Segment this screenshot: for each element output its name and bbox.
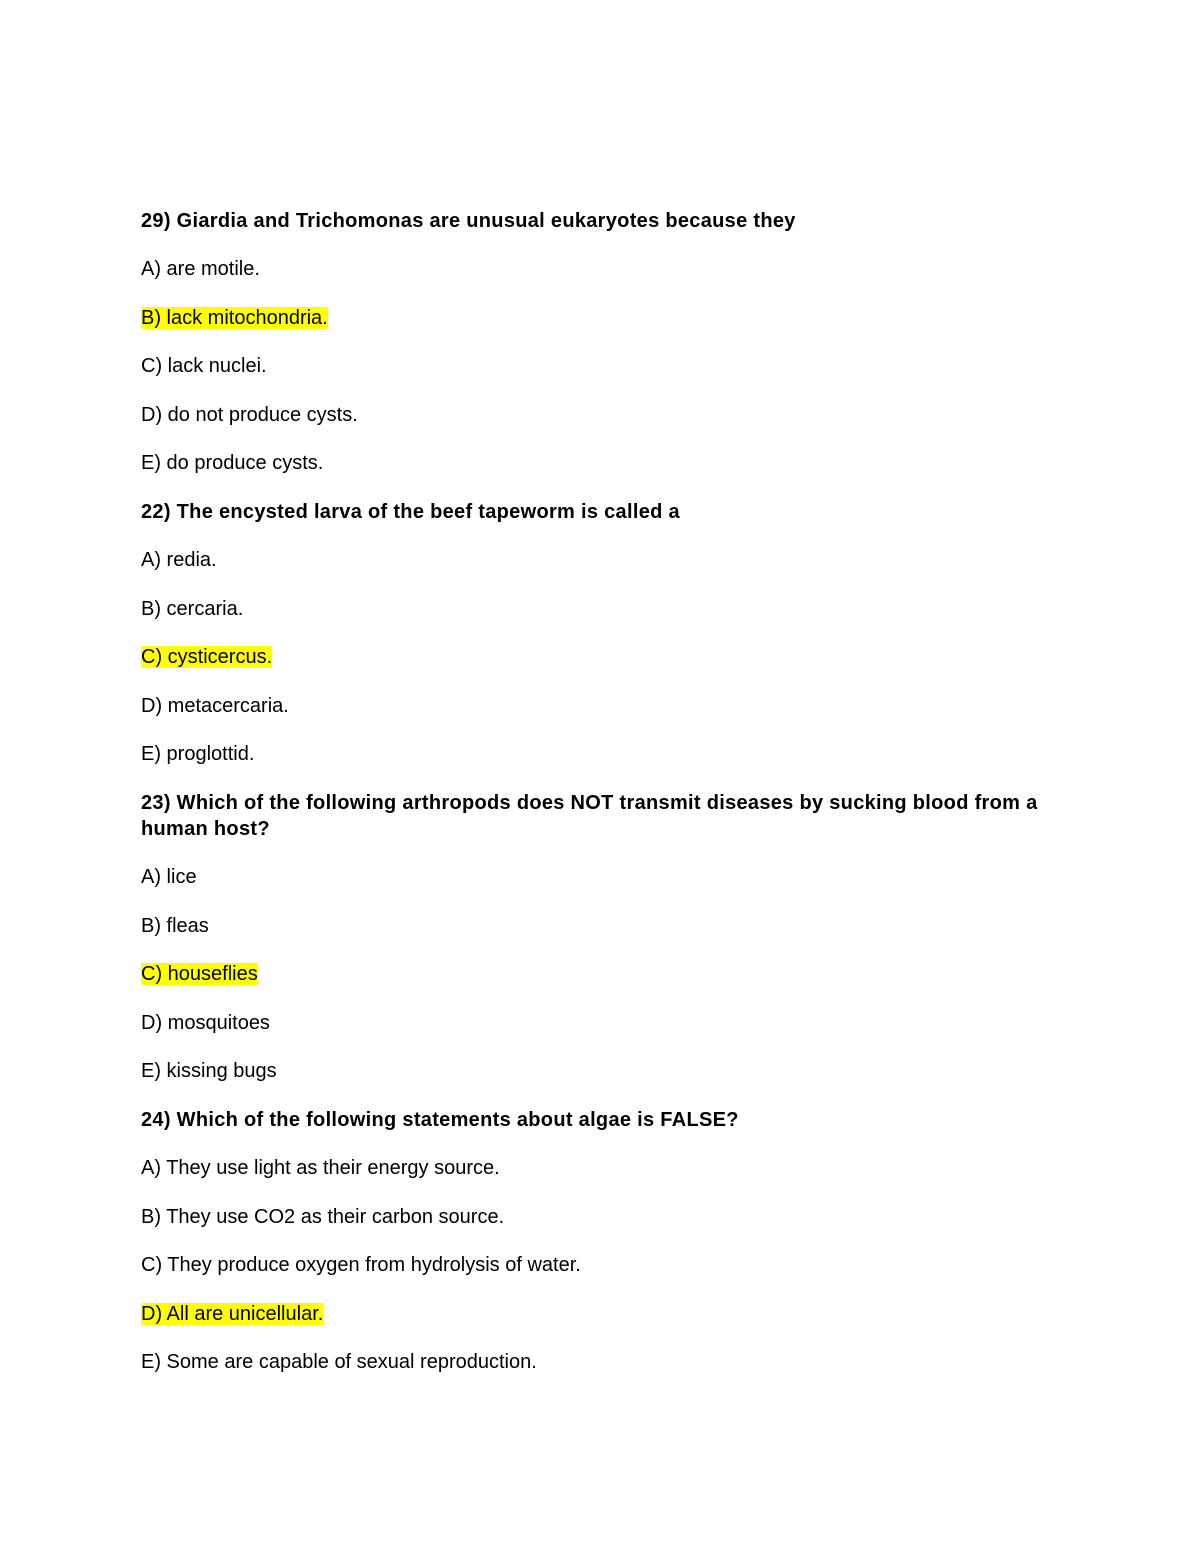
answer-option-text: B) They use CO2 as their carbon source.: [141, 1205, 505, 1228]
answer-option: [141, 1155, 1041, 1181]
answer-option: [141, 1252, 1041, 1278]
answer-option-text: B) fleas: [141, 914, 209, 937]
question-text: 23) Which of the following arthropods does NOT transmit diseases by sucking blood from a human host?: [141, 792, 1038, 840]
answer-option-text: D) metacercaria.: [141, 694, 289, 717]
answer-option: [141, 353, 1041, 379]
answer-option: [141, 1349, 1041, 1375]
answer-option-text: E) proglottid.: [141, 743, 255, 765]
answer-option-text: D) All are unicellular.: [141, 1302, 324, 1325]
answer-option-text: A) They use light as their energy source.: [141, 1157, 500, 1179]
answer-option: [141, 913, 1041, 939]
answer-option: [141, 1010, 1041, 1036]
answer-option-text: E) do produce cysts.: [141, 452, 324, 474]
answer-option: [141, 450, 1041, 476]
answer-option-correct: [141, 1301, 1041, 1327]
answer-option: [141, 402, 1041, 428]
question-block: [141, 208, 1041, 476]
document-page: [141, 208, 1041, 1375]
answer-option-text: A) lice: [141, 866, 197, 888]
answer-option-text: E) Some are capable of sexual reproduction.: [141, 1351, 537, 1373]
answer-option-text: C) They produce oxygen from hydrolysis of water.: [141, 1254, 581, 1276]
answer-option-text: A) are motile.: [141, 258, 260, 280]
answer-option: [141, 256, 1041, 282]
answer-option-text: E) kissing bugs: [141, 1060, 277, 1082]
question-text: 29) Giardia and Trichomonas are unusual eukaryotes because they: [141, 210, 796, 232]
question-block: [141, 790, 1041, 1084]
answer-option: [141, 596, 1041, 622]
answer-option-text: B) cercaria.: [141, 597, 244, 620]
answer-option-text: C) lack nuclei.: [141, 355, 267, 377]
answer-option: [141, 864, 1041, 890]
answer-option-correct: [141, 644, 1041, 670]
answer-option-text: D) do not produce cysts.: [141, 403, 358, 426]
answer-option-text: B) lack mitochondria.: [141, 306, 328, 329]
question-block: [141, 1107, 1041, 1375]
question-text: 22) The encysted larva of the beef tapeworm is called a: [141, 501, 680, 523]
answer-option: [141, 1058, 1041, 1084]
answer-option: [141, 741, 1041, 767]
answer-option: [141, 693, 1041, 719]
answer-option-text: C) houseflies: [141, 963, 258, 985]
answer-option: [141, 547, 1041, 573]
question-text: 24) Which of the following statements about algae is FALSE?: [141, 1109, 739, 1131]
answer-option-correct: [141, 961, 1041, 987]
answer-option: [141, 1204, 1041, 1230]
answer-option-correct: [141, 305, 1041, 331]
answer-option-text: C) cysticercus.: [141, 646, 273, 668]
answer-option-text: D) mosquitoes: [141, 1011, 270, 1034]
question-block: [141, 499, 1041, 767]
answer-option-text: A) redia.: [141, 549, 217, 571]
